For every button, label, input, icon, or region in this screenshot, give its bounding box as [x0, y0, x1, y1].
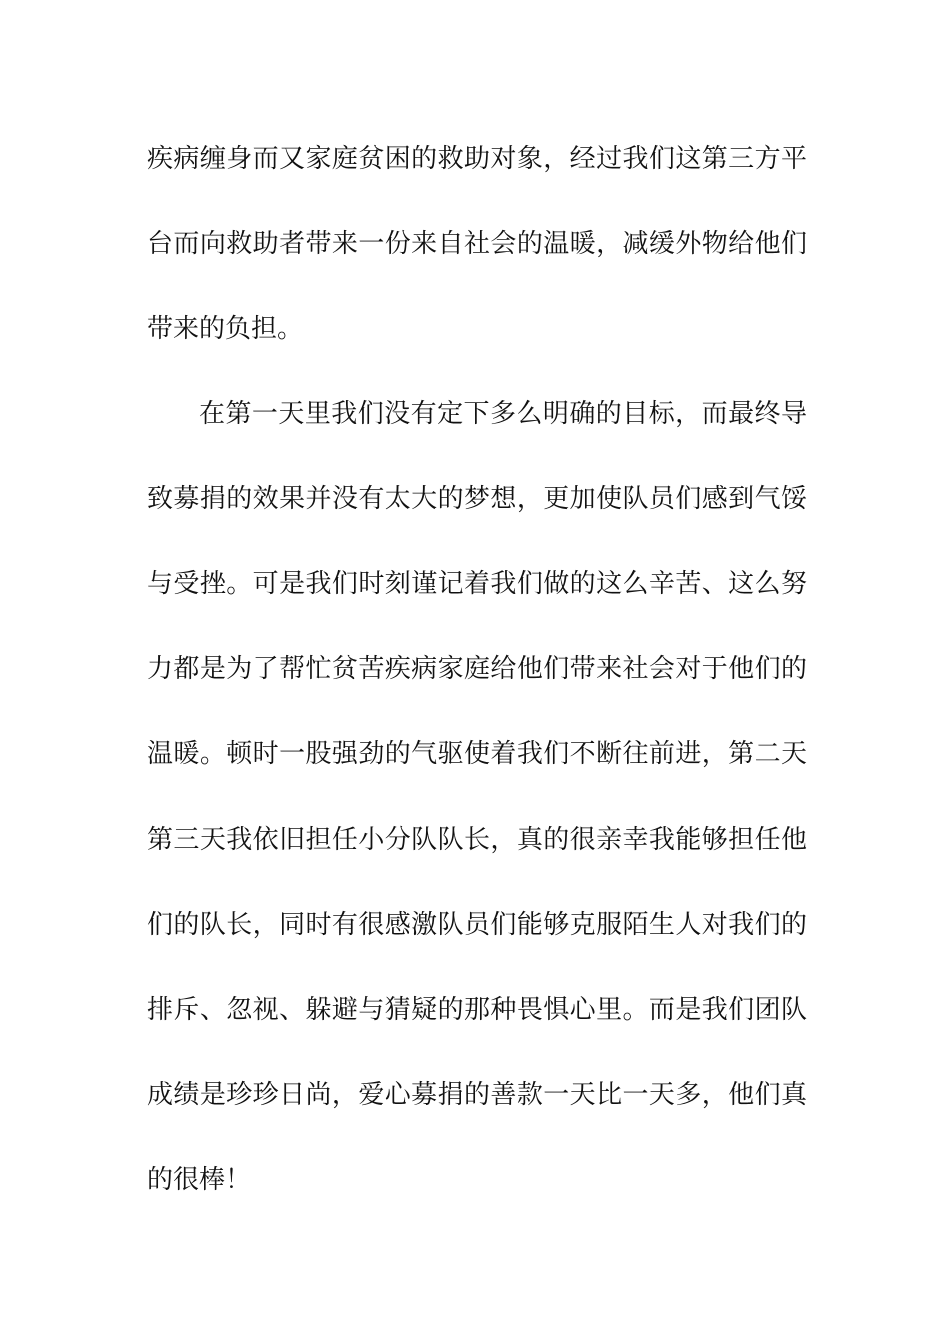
paragraph-line: 致募捐的效果并没有太大的梦想，更加使队员们感到气馁 — [147, 484, 807, 514]
paragraph-line: 排斥、忽视、躲避与猜疑的那种畏惧心里。而是我们团队 — [147, 995, 807, 1025]
paragraph-line: 第三天我依旧担任小分队队长，真的很亲幸我能够担任他 — [147, 825, 807, 855]
paragraph-line: 的很棒！ — [147, 1165, 252, 1195]
paragraph-line: 与受挫。可是我们时刻谨记着我们做的这么辛苦、这么努 — [147, 569, 807, 599]
paragraph-line: 带来的负担。 — [147, 314, 304, 344]
paragraph-line: 们的队长，同时有很感激队员们能够克服陌生人对我们的 — [147, 910, 807, 940]
paragraph-line: 疾病缠身而又家庭贫困的救助对象，经过我们这第三方平 — [147, 144, 807, 174]
paragraph-line: 在第一天里我们没有定下多么明确的目标，而最终导 — [199, 399, 807, 429]
paragraph-line: 成绩是珍珍日尚，爱心募捐的善款一天比一天多，他们真 — [147, 1080, 807, 1110]
paragraph-line: 台而向救助者带来一份来自社会的温暖，减缓外物给他们 — [147, 229, 807, 259]
paragraph-line: 力都是为了帮忙贫苦疾病家庭给他们带来社会对于他们的 — [147, 654, 807, 684]
paragraph-line: 温暖。顿时一股强劲的气驱使着我们不断往前进，第二天 — [147, 739, 807, 769]
